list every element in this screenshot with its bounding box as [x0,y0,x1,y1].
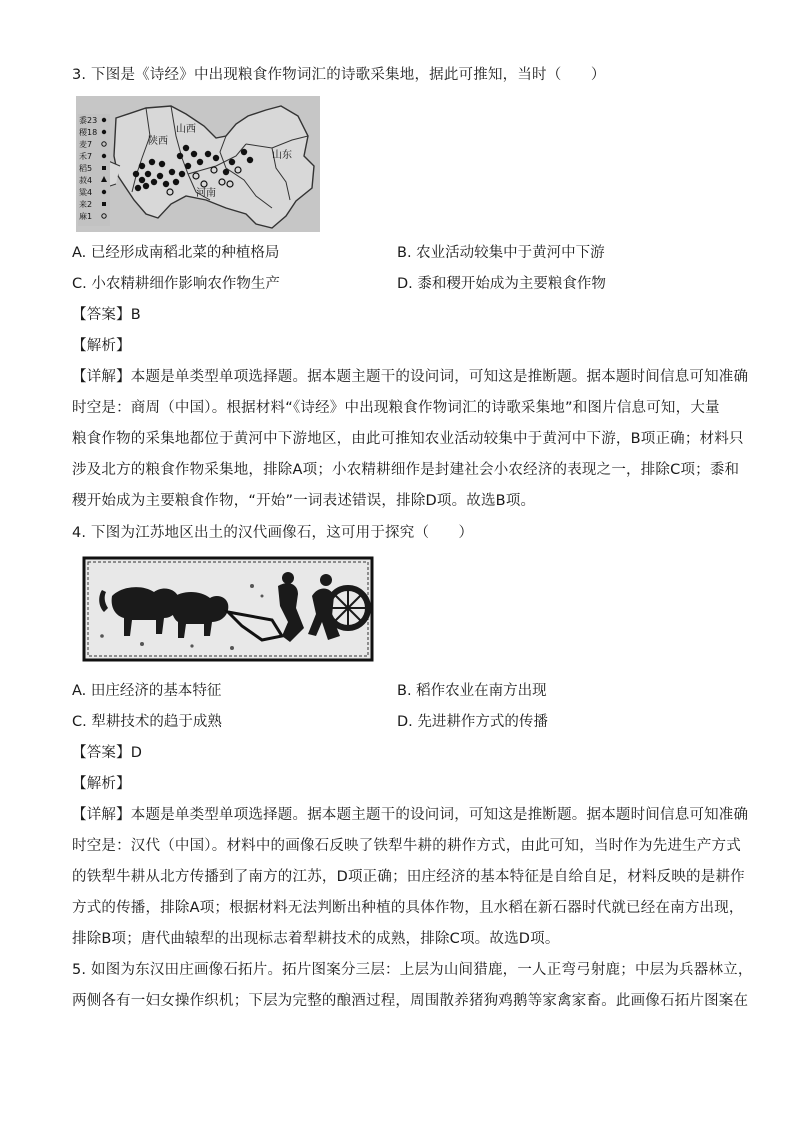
q5-stem-line: 5. 如图为东汉田庄画像石拓片。拓片图案分三层：上层为山间猎鹿，一人正弯弓射鹿；中层为兵器林立， [72,962,753,978]
q5-stem-line: 两侧各有一妇女操作织机；下层为完整的酿酒过程，周围散养猪狗鸡鹅等家禽家畜。此画像石拓片图案在 [72,993,749,1009]
q4-stone-relief-image [82,556,374,662]
q3-detail-line: 【详解】本题是单类型单项选择题。据本题主题干的设问词，可知这是推断题。据本题时间信息可知准确 [72,369,749,385]
map-legend-item: 粱4 [79,188,93,197]
map-province-label: 山西 [176,124,196,135]
map-legend-item: 稻5 [79,164,93,173]
q3-detail-line: 涉及北方的粮食作物采集地，排除A项；小农精耕细作是封建社会小农经济的表现之一，排除C项；黍和 [72,462,740,478]
q4-option-d: D. 先进耕作方式的传播 [397,714,548,730]
q3-map-svg [76,96,320,232]
q4-detail-line: 【详解】本题是单类型单项选择题。据本题主题干的设问词，可知这是推断题。据本题时间信息可知准确 [72,807,749,823]
map-legend-item: 菽4 [79,176,93,185]
map-legend-item: 黍23 [79,116,98,125]
q3-analysis-heading: 【解析】 [72,338,131,354]
q3-option-d: D. 黍和稷开始成为主要粮食作物 [397,276,606,292]
q4-option-a: A. 田庄经济的基本特征 [72,683,222,699]
q4-analysis-heading: 【解析】 [72,776,131,792]
map-legend-item: 麻1 [79,212,93,221]
q3-detail-line: 稷开始成为主要粮食作物，“开始”一词表述错误，排除D项。故选B项。 [72,493,536,509]
q4-detail-line: 方式的传播，排除A项；根据材料无法判断出种植的具体作物，且水稻在新石器时代就已经在南方出现， [72,900,744,916]
q4-option-b: B. 稻作农业在南方出现 [397,683,547,699]
q4-stem: 4. 下图为江苏地区出土的汉代画像石，这可用于探究（ ） [72,525,474,541]
map-legend-item: 来2 [79,200,93,209]
map-province-label: 陕西 [148,136,168,147]
map-legend-item: 稷18 [79,128,98,137]
map-province-label: 河南 [196,188,216,199]
q4-relief-svg [82,556,374,662]
map-province-label: 山东 [272,150,292,161]
q4-detail-line: 排除B项；唐代曲辕犁的出现标志着犁耕技术的成熟，排除C项。故选D项。 [72,931,560,947]
q3-stem: 3. 下图是《诗经》中出现粮食作物词汇的诗歌采集地，据此可推知，当时（ ） [72,67,606,83]
map-legend-item: 麦7 [79,140,93,149]
q4-detail-line: 的铁犁牛耕从北方传播到了南方的江苏，D项正确；田庄经济的基本特征是自给自足，材料反映的是耕作 [72,869,745,885]
q4-option-c: C. 犁耕技术的趋于成熟 [72,714,222,730]
q4-detail-line: 时空是：汉代（中国）。材料中的画像石反映了铁犁牛耕的耕作方式，由此可知，当时作为先进生产方式 [72,838,741,854]
q3-detail-line: 粮食作物的采集地都位于黄河中下游地区，由此可推知农业活动较集中于黄河中下游，B项正确；材料只 [72,431,744,447]
q3-detail-line: 时空是：商周（中国）。根据材料“《诗经》中出现粮食作物词汇的诗歌采集地”和图片信息可知，大量 [72,400,720,416]
map-legend-item: 禾7 [79,152,93,161]
q4-answer: 【答案】D [72,745,143,761]
q3-option-c: C. 小农精耕细作影响农作物生产 [72,276,280,292]
q3-map-figure [76,96,320,232]
q3-answer: 【答案】B [72,307,141,323]
q3-option-b: B. 农业活动较集中于黄河中下游 [397,245,605,261]
q3-option-a: A. 已经形成南稻北菜的种植格局 [72,245,280,261]
